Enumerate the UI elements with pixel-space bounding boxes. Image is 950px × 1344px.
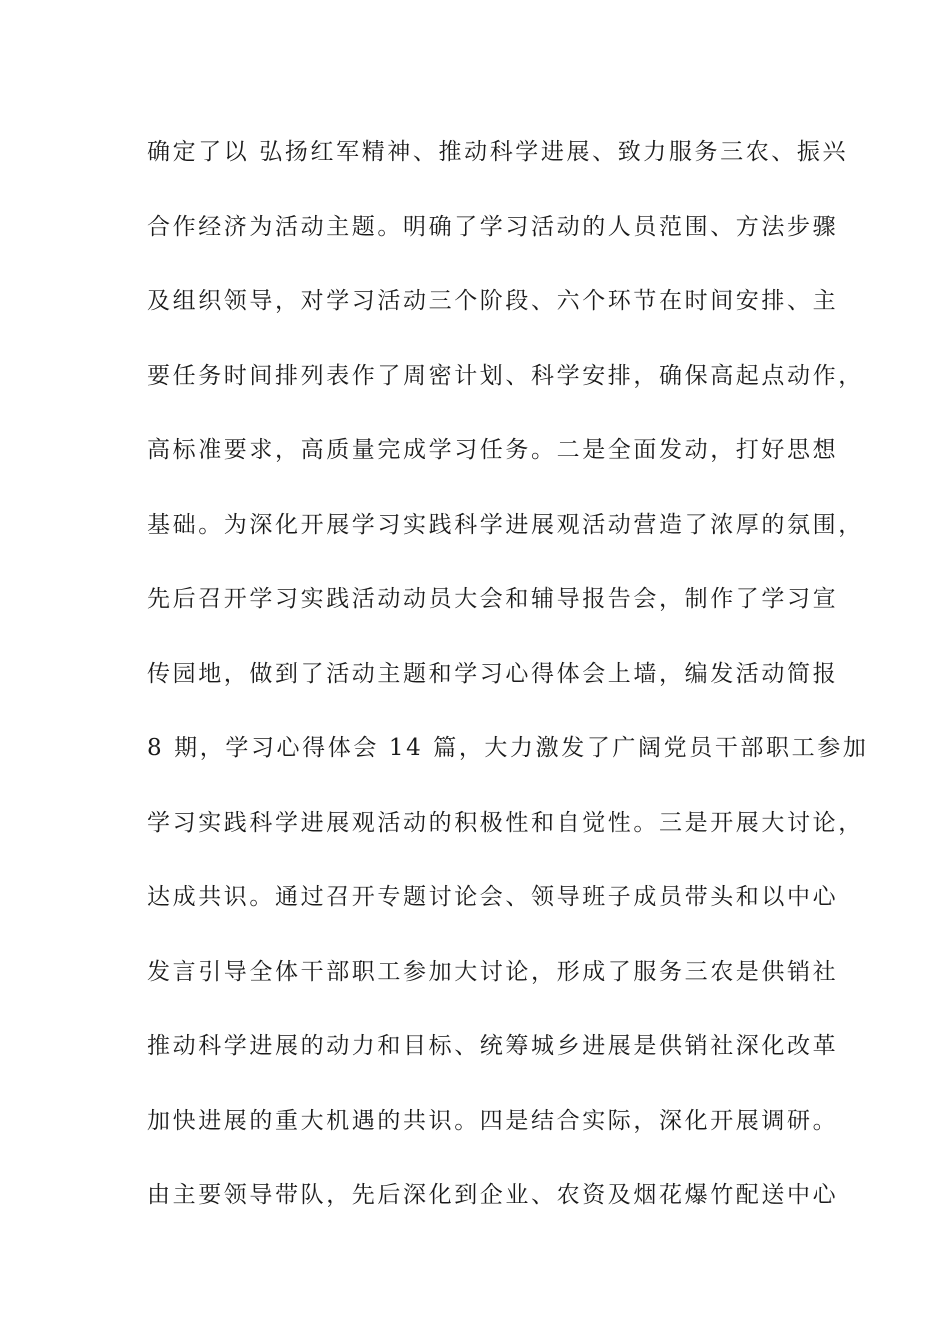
text-line: 要任务时间排列表作了周密计划、科学安排，确保高起点动作， (147, 362, 864, 389)
text-line: 合作经济为活动主题。明确了学习活动的人员范围、方法步骤 (147, 213, 839, 240)
text-line: 推动科学进展的动力和目标、统筹城乡进展是供销社深化改革 (147, 1033, 839, 1059)
text-line: 传园地，做到了活动主题和学习心得体会上墙，编发活动简报 (147, 660, 839, 687)
text-line: 确定了以 弘扬红军精神、推动科学进展、致力服务三农、振兴 (147, 139, 849, 165)
body-text (147, 130, 869, 1248)
text-line: 先后召开学习实践活动动员大会和辅导报告会，制作了学习宣 (147, 586, 839, 612)
text-line: 加快进展的重大机遇的共识。四是结合实际，深化开展调研。 (147, 1107, 839, 1134)
text-line: 基础。为深化开展学习实践科学进展观活动营造了浓厚的氛围， (147, 511, 864, 538)
text-line: 及组织领导，对学习活动三个阶段、六个环节在时间安排、主 (147, 288, 839, 314)
text-line: 由主要领导带队，先后深化到企业、农资及烟花爆竹配送中心 (147, 1182, 839, 1208)
text-line: 8 期，学习心得体会 14 篇，大力激发了广阔党员干部职工参加 (147, 735, 869, 761)
text-line: 达成共识。通过召开专题讨论会、领导班子成员带头和以中心 (147, 884, 839, 910)
text-line: 高标准要求，高质量完成学习任务。二是全面发动，打好思想 (147, 437, 839, 463)
text-line: 发言引导全体干部职工参加大讨论，形成了服务三农是供销社 (147, 958, 839, 985)
text-line: 学习实践科学进展观活动的积极性和自觉性。三是开展大讨论， (147, 809, 864, 836)
